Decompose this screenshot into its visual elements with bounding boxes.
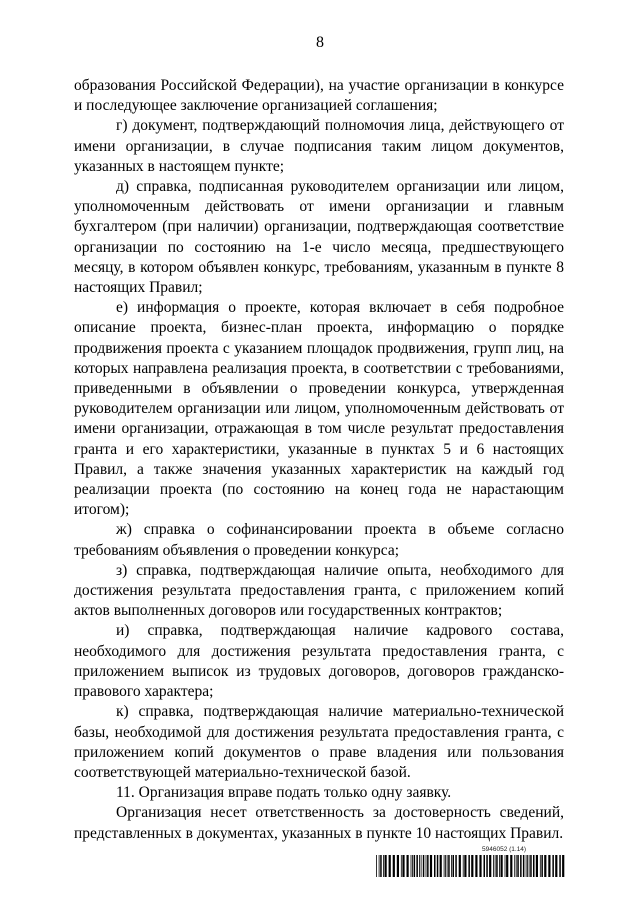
paragraph-continuation: образования Российской Федерации), на участие организации в конкурсе и последующее заключение организацией соглашения;	[74, 77, 564, 115]
paragraph-item-i: и) справка, подтверждающая наличие кадрового состава, необходимого для достижения результата предоставления гранта, с приложением выписок из трудовых договоров, договоров гражданско-правового характера;	[74, 622, 564, 701]
paragraph-clause-11: 11. Организация вправе подать только одну заявку.	[116, 784, 452, 802]
document-body	[74, 76, 564, 844]
barcode-image	[376, 855, 568, 877]
paragraph-item-d: д) справка, подписанная руководителем организации или лицом, уполномоченным действовать от имени организации и главным бухгалтером (при наличии) организации, подтверждающая соответствие организации по состоянию на 1-е число месяца, предшествующего месяцу, в котором объявлен конкурс, требованиям, указанным в пункте 8 настоящих Правил;	[74, 178, 564, 297]
paragraph-item-e: е) информация о проекте, которая включает в себя подробное описание проекта, бизнес-план проекта, информацию о порядке продвижения проекта с указанием площадок продвижения, групп лиц, на которых направлена реализация проекта, в соответствии с требованиями, приведенными в объявлении о проведении конкурса, утвержденная руководителем организации или лицом, уполномоченным действовать от имени организации, отражающая в том числе результат предоставления гранта и его характеристики, указанные в пунктах 5 и 6 настоящих Правил, а также значения указанных характеристик на каждый год реализации проекта (по состоянию на конец года не нарастающим итогом);	[74, 299, 564, 519]
paragraph-item-zh: ж) справка о софинансировании проекта в объеме согласно требованиям объявления о проведении конкурса;	[74, 521, 564, 559]
paragraph-responsibility: Организация несет ответственность за достоверность сведений, представленных в документах, указанных в пункте 10 настоящих Правил.	[74, 804, 564, 842]
paragraph-item-g: г) документ, подтверждающий полномочия лица, действующего от имени организации, в случае подписания таким лицом документов, указанных в настоящем пункте;	[74, 117, 564, 175]
paragraph-item-z: з) справка, подтверждающая наличие опыта, необходимого для достижения результата предоставления гранта, с приложением копий актов выполненных договоров или государственных контрактов;	[74, 561, 564, 620]
document-code: 5946052 (1.14)	[482, 846, 527, 853]
page-number: 8	[316, 34, 324, 51]
paragraph-item-k: к) справка, подтверждающая наличие материально-технической базы, необходимой для достижения результата предоставления гранта, с приложением копий документов о праве владения или пользования соответствующей материально-технической базой.	[74, 703, 564, 781]
